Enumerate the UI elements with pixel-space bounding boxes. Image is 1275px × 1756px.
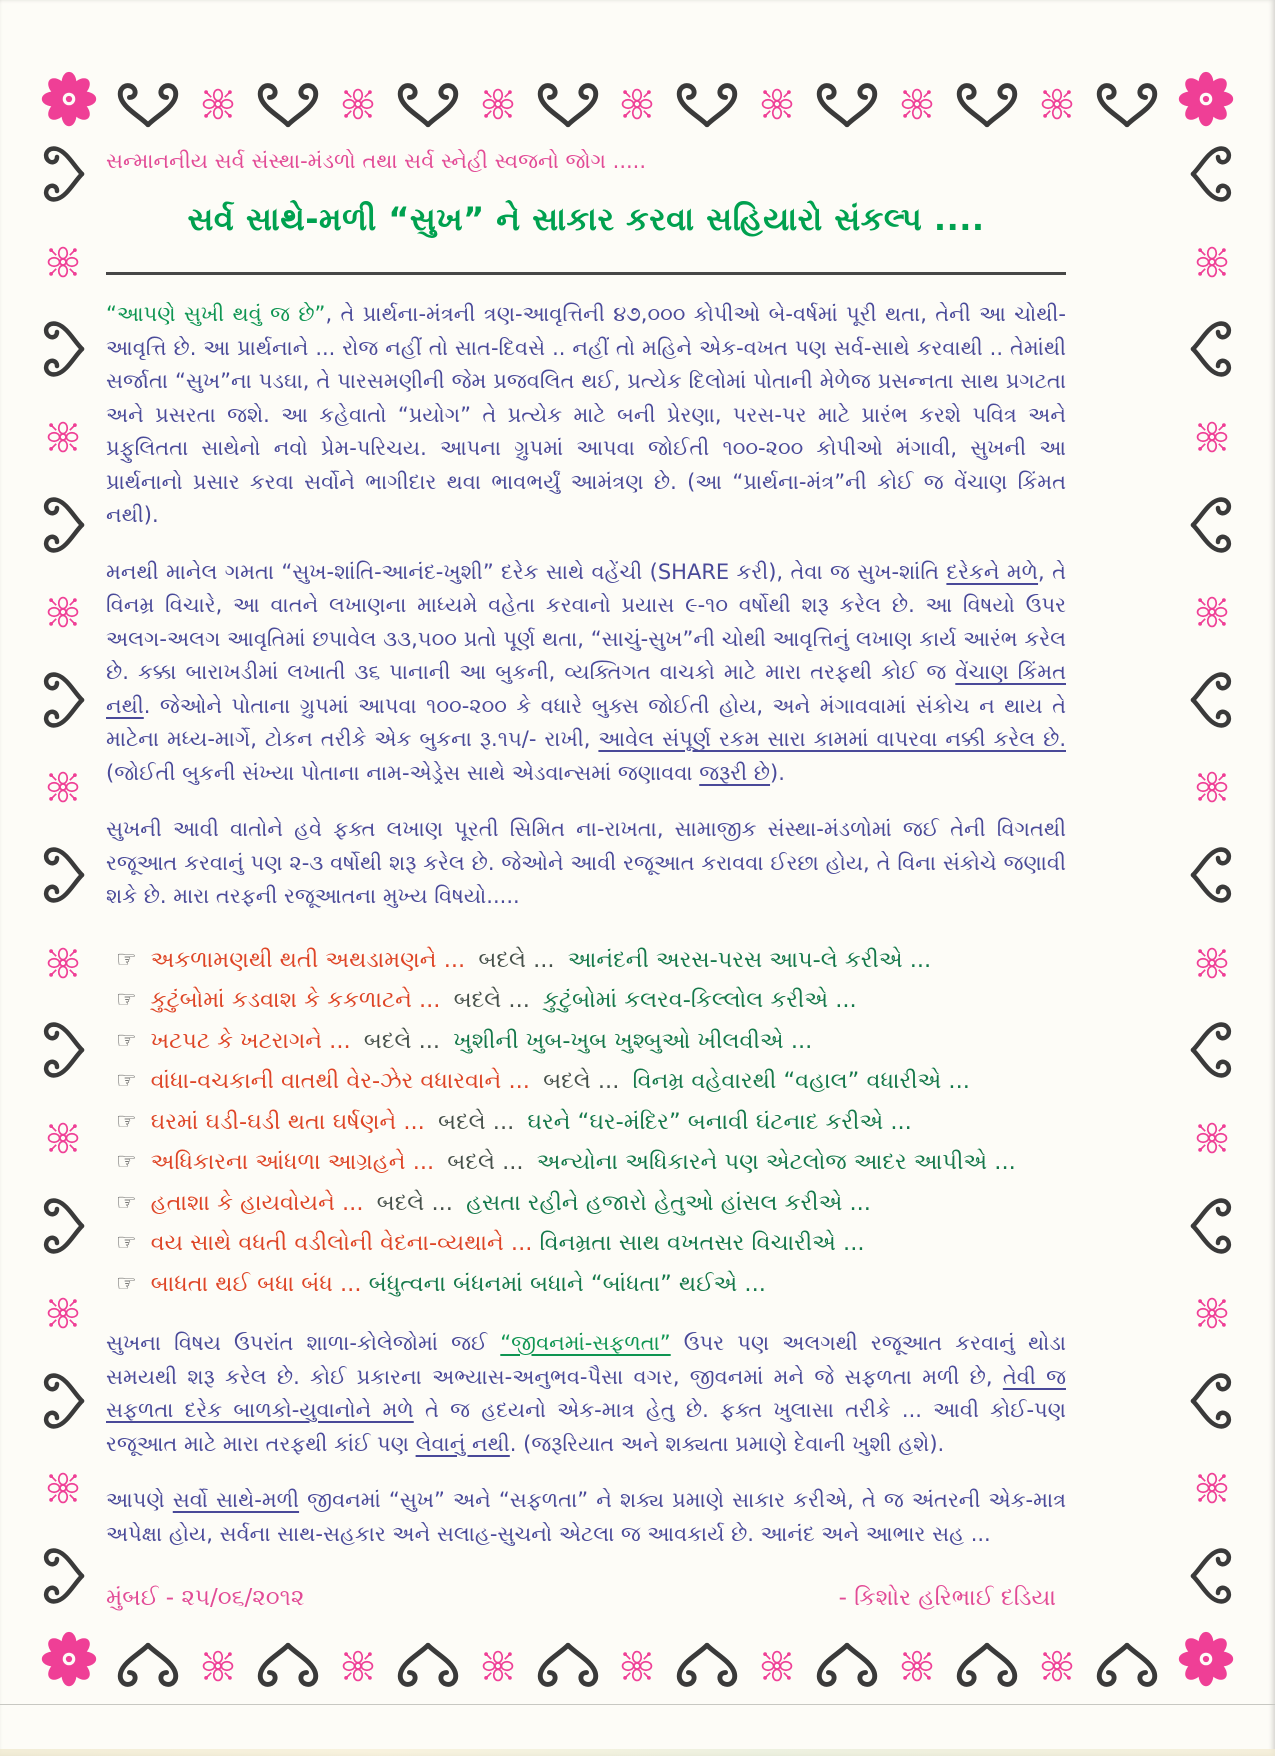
text-segment: આપણે xyxy=(106,1488,173,1512)
list-item xyxy=(106,1102,1066,1143)
heart-swirl-icon xyxy=(1180,327,1244,371)
bullet-problem-text: હતાશા કે હાયવોયને ... xyxy=(150,1189,364,1216)
border-top-ornaments xyxy=(112,74,1163,134)
text-segment: , તે પ્રાર્થના-મંત્રની ત્રણ-આવૃત્તિની ૪૭,૦૦૦ કોપીઓ બે-વર્ષમાં પૂરી થતા, તેની આ ચોથી-આવૃત્તિ છે. આ પ્રાર્થનાને ... રોજ નહીં તો સાત-દિવસે .. નહીં તો મહિને એક-વખત પણ સર્વ-સાથે કરવાથી .. તેમાંથી સર્જાતા “સુખ”ના પડઘા, તે પારસમણીની જેમ પ્રજવલિત થઈ, પ્રત્યેક દિલોમાં પોતાની મેળેજ પ્રસન્નતા સાથ પ્રગટતા અને પ્રસરતા જશે. આ કહેવાતો “પ્રયોગ” તે પ્રત્યેક માટે બની પ્રેરણા, પરસ-પર માટે પ્રારંભ કરશે પવિત્ર અને પ્રફુલિતતા સાથેનો નવો પ્રેમ-પરિચય. આપના ગ્રુપમાં આપવા જોઈતી ૧૦૦-૨૦૦ કોપીઓ મંગાવી, સુખની આ પ્રાર્થનાનો પ્રસાર કરવા સર્વોને ભાગીદાર થવા ભાવભર્યું આમંત્રણ છે. (આ “પ્રાર્થના-મંત્ર”ની કોઈ જ વેંચાણ કિંમત નથી). xyxy=(106,302,1066,527)
floral-square-icon xyxy=(341,1649,375,1683)
paragraph xyxy=(106,1484,1066,1551)
heart-swirl-icon xyxy=(1091,1642,1163,1690)
list-item xyxy=(106,1061,1066,1102)
text-segment: (જોઈતી બુકની સંખ્યા પોતાના નામ-એડ્રેસ સાથે એડવાન્સમાં જણાવવા xyxy=(106,760,700,785)
pointing-hand-icon: ☞ xyxy=(116,1189,137,1216)
floral-square-icon xyxy=(760,87,794,121)
bullet-problem-text: ખટપટ કે ખટરાગને ... xyxy=(150,1027,351,1054)
list-item xyxy=(106,1183,1066,1224)
floral-square-icon xyxy=(760,1649,794,1683)
letter-content xyxy=(106,136,1066,1611)
bullet-problem-text: વાંધા-વચકાની વાતથી વેર-ઝેર વધારવાને ... xyxy=(150,1068,530,1094)
list-item xyxy=(106,1264,1066,1305)
floral-square-icon xyxy=(46,595,80,629)
floral-square-icon xyxy=(46,1296,80,1330)
heart-swirl-icon xyxy=(31,1204,95,1248)
text-segment: વેંચાણ કિંમત નથી xyxy=(106,660,1066,718)
floral-square-icon xyxy=(1195,595,1229,629)
bullet-list xyxy=(106,940,1066,1305)
bullet-solution-text: વિનમ્રતા સાથ વખતસર વિચારીએ ... xyxy=(539,1230,865,1256)
bullet-instead-text: બદલે ... xyxy=(356,1027,448,1054)
heart-swirl-icon xyxy=(31,1379,95,1423)
bullet-problem-text: ઘરમાં ઘડી-ઘડી થતા ઘર્ષણને ... xyxy=(150,1108,425,1135)
text-segment: આવેલ સંપૂર્ણ રકમ સારા કામમાં વાપરવા નક્કી કરેલ છે. xyxy=(598,727,1066,751)
heart-swirl-icon xyxy=(1180,152,1244,196)
floral-square-icon xyxy=(900,87,934,121)
text-segment: સર્વો સાથે-મળી xyxy=(172,1488,300,1512)
floral-square-icon xyxy=(341,87,375,121)
text-segment: જીવનમાં “સુખ” અને “સફળતા” ને શક્ય પ્રમાણે સાકાર કરીએ, તે જ અંતરની એક-માત્ર અપેક્ષા હોય, સર્વના સાથ-સહકાર અને સલાહ-સુચનો એટલા જ આવકાર્ય છે. આનંદ અને આભાર સહ ... xyxy=(106,1488,1067,1546)
text-segment: ઉપર પણ અલગથી રજૂઆત કરવાનું થોડા સમયથી શરૂ કરેલ છે. કોઈ પ્રકારના અભ્યાસ-અનુભવ-પૈસા વગર, જીવનમાં મને જે સફળતા મળી છે, xyxy=(106,1331,1066,1389)
list-item xyxy=(106,980,1066,1021)
heart-swirl-icon xyxy=(811,1642,883,1690)
flower-icon xyxy=(40,1630,98,1688)
bullet-text xyxy=(151,1142,1016,1183)
paragraph xyxy=(106,1327,1066,1461)
text-segment: તેવી જ સફળતા દરેક બાળકો-યુવાનોને મળે xyxy=(106,1364,1066,1422)
bullet-solution-text: વિનમ્ર વહેવારથી “વહાલ” વધારીએ ... xyxy=(632,1068,970,1094)
greeting-line: સન્માનનીય સર્વ સંસ્થા-મંડળો તથા સર્વ સ્નેહી સ્વજનો જોગ ..... xyxy=(106,149,647,173)
floral-square-icon xyxy=(1040,87,1074,121)
flower-icon xyxy=(1177,70,1235,128)
heart-swirl-icon xyxy=(31,503,95,547)
bullet-problem-text: વય સાથે વધતી વડીલોની વેદના-વ્યથાને ... xyxy=(150,1230,533,1256)
heart-swirl-icon xyxy=(1180,678,1244,722)
bullet-text xyxy=(151,1102,912,1143)
bullet-instead-text: બદલે ... xyxy=(430,1108,522,1135)
pointing-hand-icon: ☞ xyxy=(116,1108,137,1135)
bullet-solution-text: કુટુંબોમાં કલરવ-કિલ્લોલ કરીએ ... xyxy=(543,987,857,1013)
bullet-problem-text: કુટુંબોમાં કડવાશ કે કકળાટને ... xyxy=(150,987,441,1013)
pointing-hand-icon: ☞ xyxy=(116,987,137,1013)
bullet-solution-text: બંધુત્વના બંધનમાં બધાને “બાંધતા” થઈએ ... xyxy=(368,1270,766,1297)
text-segment: તે જ હદયનો એક-માત્ર હેતુ છે. ફક્ત ખુલાસા તરીકે ... આવી કોઈ-પણ રજૂઆત માટે મારા તરફથી કાંઈ પણ xyxy=(106,1398,1066,1456)
floral-square-icon xyxy=(46,245,80,279)
body-paragraphs-top xyxy=(106,298,1066,914)
bullet-problem-text: અધિકારના આંધળા આગ્રહને ... xyxy=(150,1149,435,1175)
heart-swirl-icon xyxy=(1180,1554,1244,1598)
heart-swirl-icon xyxy=(31,1028,95,1072)
page-edge-line xyxy=(0,1704,1275,1705)
border-right-ornaments xyxy=(1179,152,1245,1598)
floral-square-icon xyxy=(201,87,235,121)
heart-swirl-icon xyxy=(31,152,95,196)
floral-square-icon xyxy=(1195,770,1229,804)
bullet-problem-text: બાધતા થઈ બધા બંધ ... xyxy=(150,1270,362,1297)
body-paragraphs-bottom xyxy=(106,1327,1066,1551)
heart-swirl-icon xyxy=(1180,1028,1244,1072)
bullet-instead-text: બદલે ... xyxy=(471,946,562,973)
text-segment: દરેકને મળે xyxy=(946,559,1039,584)
border-left-ornaments xyxy=(30,152,96,1598)
bullet-instead-text: બદલે ... xyxy=(535,1068,627,1094)
text-segment: “જીવનમાં-સફળતા” xyxy=(500,1331,671,1355)
floral-square-icon xyxy=(46,420,80,454)
floral-square-icon xyxy=(46,1121,80,1155)
pointing-hand-icon: ☞ xyxy=(116,1149,137,1175)
heart-swirl-icon xyxy=(532,1642,604,1690)
paragraph xyxy=(106,298,1066,533)
heart-swirl-icon xyxy=(1180,853,1244,897)
bullet-text xyxy=(151,940,932,981)
text-segment: મનથી માનેલ ગમતા “સુખ-શાંતિ-આનંદ-ખુશી” દરેક સાથે વહેંચી (SHARE કરી), તેવા જ સુખ-શાંતિ xyxy=(106,559,947,584)
flower-icon xyxy=(40,70,98,128)
place-date: મુંબઈ - ૨૫/૦૬/૨૦૧૨ xyxy=(106,1585,305,1611)
pointing-hand-icon: ☞ xyxy=(116,1270,137,1297)
list-item xyxy=(106,1223,1066,1264)
floral-square-icon xyxy=(46,1471,80,1505)
flower-icon xyxy=(1177,1630,1235,1688)
floral-square-icon xyxy=(1195,1296,1229,1330)
bullet-text xyxy=(151,1183,871,1224)
heart-swirl-icon xyxy=(671,1642,743,1690)
paragraph xyxy=(106,556,1066,791)
heart-swirl-icon xyxy=(811,80,883,128)
bullet-text xyxy=(151,1061,970,1102)
heart-swirl-icon xyxy=(1180,1379,1244,1423)
bullet-solution-text: આનંદની અરસ-પરસ આપ-લે કરીએ ... xyxy=(567,946,932,973)
floral-square-icon xyxy=(481,1649,515,1683)
list-item xyxy=(106,1021,1066,1062)
floral-square-icon xyxy=(46,770,80,804)
floral-square-icon xyxy=(1195,245,1229,279)
text-segment: “આપણે સુખી થવું જ છે” xyxy=(106,302,326,326)
floral-square-icon xyxy=(1040,1649,1074,1683)
bullet-text xyxy=(151,1264,766,1305)
text-segment: સુખના વિષય ઉપરાંત શાળા-કોલેજોમાં જઈ xyxy=(106,1331,501,1355)
floral-square-icon xyxy=(1195,1471,1229,1505)
heart-swirl-icon xyxy=(252,80,324,128)
bullet-instead-text: બદલે ... xyxy=(369,1189,461,1216)
bullet-solution-text: હસતા રહીને હજારો હેતુઓ હાંસલ કરીએ ... xyxy=(466,1189,871,1216)
heart-swirl-icon xyxy=(31,1554,95,1598)
bullet-solution-text: અન્યોના અધિકારને પણ એટલોજ આદર આપીએ ... xyxy=(536,1149,1016,1175)
bullet-text xyxy=(151,1223,865,1264)
bullet-solution-text: ખુશીની ખુબ-ખુબ ખુશ્બુઓ ખીલવીએ ... xyxy=(453,1027,813,1054)
heart-swirl-icon xyxy=(951,1642,1023,1690)
floral-square-icon xyxy=(620,87,654,121)
pointing-hand-icon: ☞ xyxy=(116,1068,137,1094)
text-segment: લેવાનું નથી xyxy=(415,1431,510,1456)
bullet-text xyxy=(151,1021,813,1062)
floral-square-icon xyxy=(46,946,80,980)
floral-square-icon xyxy=(900,1649,934,1683)
heart-swirl-icon xyxy=(1091,80,1163,128)
heart-swirl-icon xyxy=(112,1642,184,1690)
floral-square-icon xyxy=(1195,1121,1229,1155)
heart-swirl-icon xyxy=(31,853,95,897)
heart-swirl-icon xyxy=(392,1642,464,1690)
border-bottom-ornaments xyxy=(112,1636,1163,1696)
heart-swirl-icon xyxy=(252,1642,324,1690)
letter-footer xyxy=(106,1585,1066,1611)
heart-swirl-icon xyxy=(31,327,95,371)
heart-swirl-icon xyxy=(1180,1204,1244,1248)
heart-swirl-icon xyxy=(671,80,743,128)
text-segment: . જેઓને પોતાના ગ્રુપમાં આપવા ૧૦૦-૨૦૦ કે વધારે બુક્સ જોઈતી હોય, અને મંગાવવામાં સંકોચ ન થાય તે માટેના મધ્ય-માર્ગે, ટોકન તરીકે એક બુકના રૂ.૧૫/- રાખી, xyxy=(106,693,1066,751)
pointing-hand-icon: ☞ xyxy=(116,1230,137,1256)
heart-swirl-icon xyxy=(951,80,1023,128)
floral-square-icon xyxy=(1195,946,1229,980)
heart-swirl-icon xyxy=(532,80,604,128)
text-segment: , તે વિનમ્ર વિચારે, આ વાતને લખાણના માધ્યમે વહેતા કરવાનો પ્રયાસ ૯-૧૦ વર્ષોથી શરૂ કરેલ છે. આ વિષયો ઉપર અલગ-અલગ આવૃતિમાં છપાવેલ ૩૩,૫૦૦ પ્રતો પૂર્ણ થતા, “સાચું-સુખ”ની ચોથી આવૃત્તિનું લખાણ કાર્ય આરંભ કરેલ છે. કક્કા બારાખડીમાં લખાતી ૩૬ પાનાની આ બુકની, વ્યક્તિગત વાચકો માટે મારા તરફથી કોઈ જ xyxy=(106,559,1067,684)
list-item xyxy=(106,940,1066,981)
text-segment: . (જરૂરિયાત અને શક્યતા પ્રમાણે દેવાની ખુશી હશે). xyxy=(509,1431,945,1456)
floral-square-icon xyxy=(620,1649,654,1683)
scan-bottom-edge xyxy=(0,1749,1275,1756)
floral-square-icon xyxy=(201,1649,235,1683)
paragraph xyxy=(106,813,1066,914)
heart-swirl-icon xyxy=(31,678,95,722)
floral-square-icon xyxy=(481,87,515,121)
bullet-problem-text: અકળામણથી થતી અથડામણને ... xyxy=(150,946,466,973)
text-segment: જરૂરી છે xyxy=(699,760,771,785)
pointing-hand-icon: ☞ xyxy=(116,946,137,973)
text-segment: સુખની આવી વાતોને હવે ફક્ત લખાણ પૂરતી સિમિત ના-રાખતા, સામાજીક સંસ્થા-મંડળોમાં જઈ તેની વિગતથી રજૂઆત કરવાનું પણ ૨-૩ વર્ષોથી શરૂ કરેલ છે. જેઓને આવી રજૂઆત કરાવવા ઈરછા હોય, તે વિના સંકોચે જણાવી શકે છે. મારા તરફની રજૂઆતના મુખ્ય વિષયો..... xyxy=(106,817,1067,908)
heart-swirl-icon xyxy=(1180,503,1244,547)
floral-square-icon xyxy=(1195,420,1229,454)
heart-swirl-icon xyxy=(392,80,464,128)
heart-swirl-icon xyxy=(112,80,184,128)
headline-divider xyxy=(106,272,1066,275)
list-item xyxy=(106,1142,1066,1183)
text-segment: ). xyxy=(770,760,785,785)
bullet-instead-text: બદલે ... xyxy=(440,1149,531,1175)
bullet-instead-text: બદલે ... xyxy=(446,987,538,1013)
bullet-text xyxy=(151,980,857,1021)
bullet-solution-text: ઘરને “ઘર-મંદિર” બનાવી ઘંટનાદ કરીએ ... xyxy=(527,1108,912,1135)
page-title: સર્વ સાથે-મળી “સુખ” ને સાકાર કરવા સહિયારો સંકલ્પ .... xyxy=(187,200,985,238)
pointing-hand-icon: ☞ xyxy=(116,1027,137,1054)
signature: - કિશોર હરિભાઈ દડિયા xyxy=(838,1585,1056,1611)
